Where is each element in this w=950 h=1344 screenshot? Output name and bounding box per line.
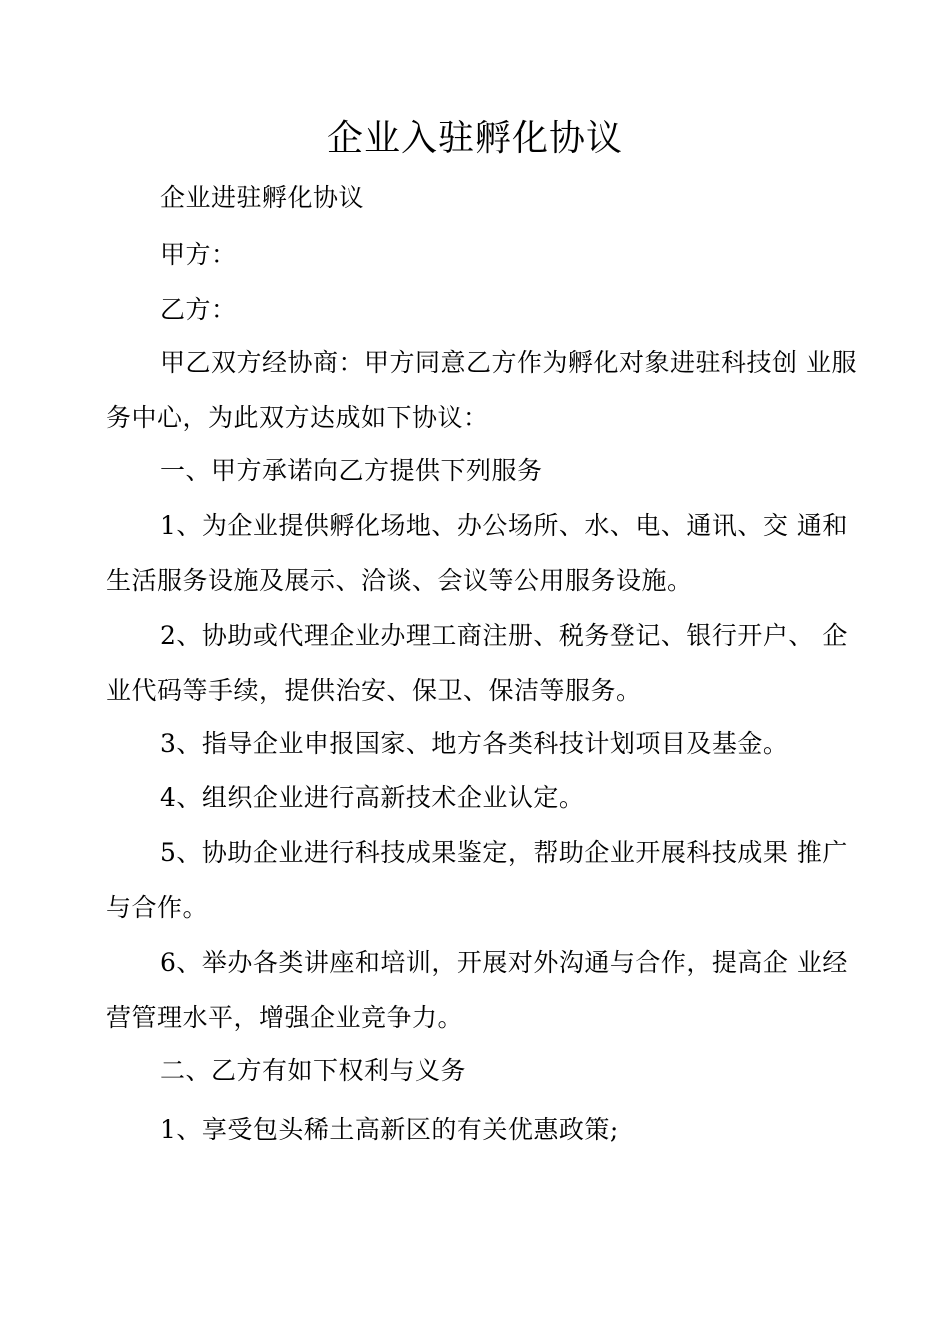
party-b-line: 乙方： — [160, 295, 237, 324]
document-title: 企业入驻孵化协议 — [326, 118, 623, 159]
section-two-heading: 二、乙方有如下权利与义务 — [160, 1056, 467, 1085]
party-a-line: 甲方： — [160, 240, 237, 269]
clause-2-paragraph: 2、协助或代理企业办理工商注册、税务登记、银行开户、 企业代码等手续，提供治安、保卫、保洁等服务。 — [106, 621, 848, 705]
section-one-heading: 一、甲方承诺向乙方提供下列服务 — [160, 456, 543, 485]
clause-6-paragraph: 6、举办各类讲座和培训，开展对外沟通与合作，提高企 业经营管理水平，增强企业竞争力。 — [106, 948, 848, 1032]
subtitle-paragraph: 企业进驻孵化协议 — [160, 183, 365, 212]
clause-1-paragraph: 1、为企业提供孵化场地、办公场所、水、电、通讯、交 通和生活服务设施及展示、洽谈、会议等公用服务设施。 — [106, 511, 848, 595]
clause-4-paragraph: 4、组织企业进行高新技术企业认定。 — [160, 783, 585, 812]
rights-clause-1-paragraph: 1、享受包头稀土高新区的有关优惠政策; — [160, 1115, 619, 1144]
clause-3-paragraph: 3、指导企业申报国家、地方各类科技计划项目及基金。 — [160, 729, 789, 758]
clause-5-paragraph: 5、协助企业进行科技成果鉴定，帮助企业开展科技成果 推广与合作。 — [106, 838, 848, 922]
agreement-intro-paragraph: 甲乙双方经协商：甲方同意乙方作为孵化对象进驻科技创 业服务中心，为此双方达成如下协议： — [106, 348, 857, 432]
